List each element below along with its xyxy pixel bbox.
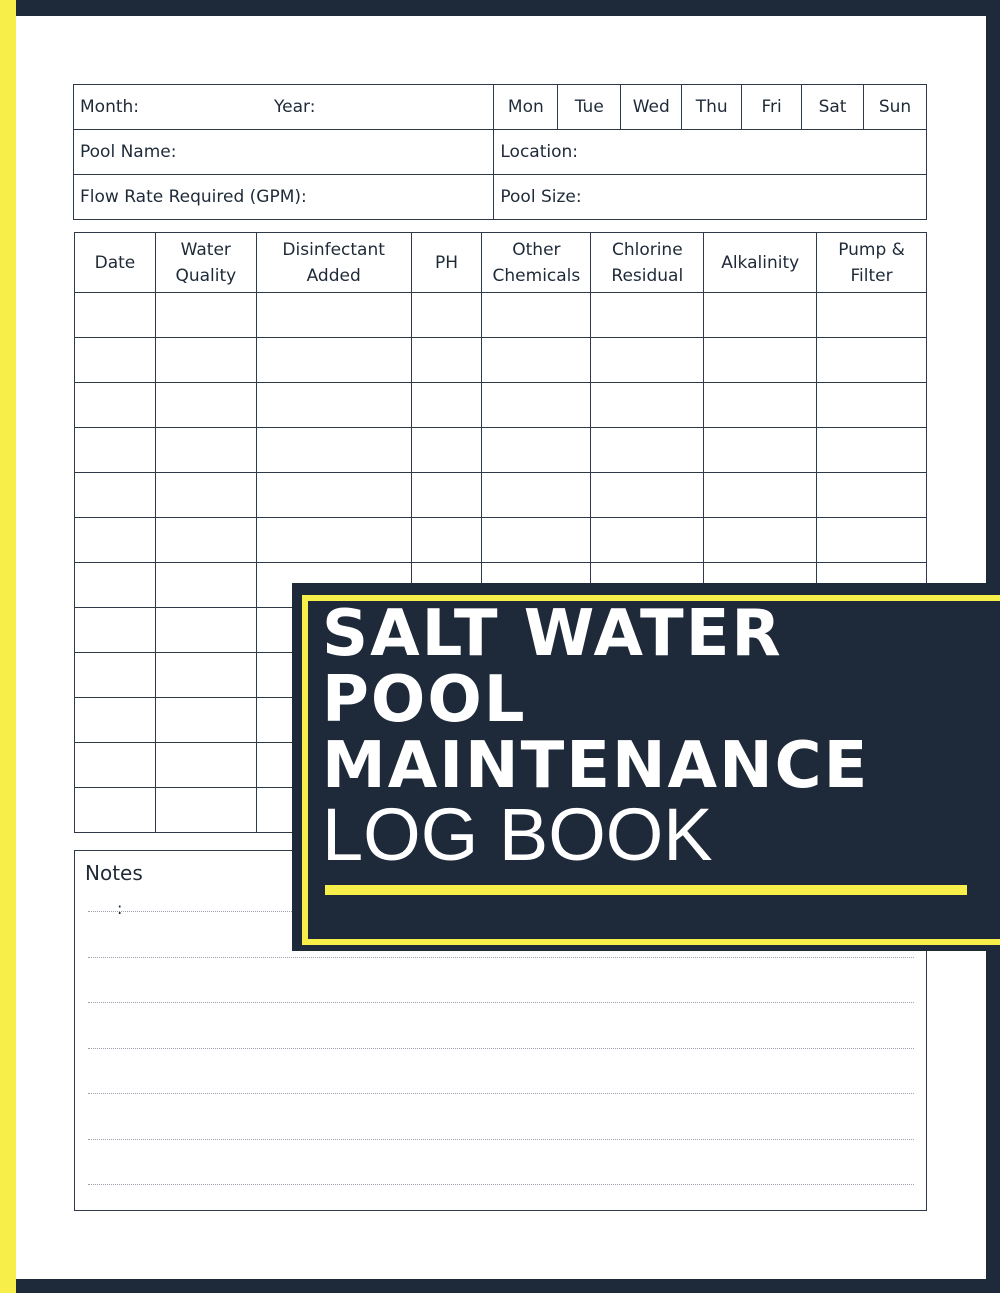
frame-bottom-bar: [0, 1279, 1000, 1293]
notes-colon: :: [117, 899, 123, 918]
log-cell[interactable]: [817, 338, 927, 383]
log-cell[interactable]: [75, 698, 156, 743]
pool-info-table: [73, 84, 927, 220]
notes-line[interactable]: [88, 957, 914, 958]
log-cell[interactable]: [591, 518, 704, 563]
flow-rate-field[interactable]: Flow Rate Required (GPM):: [74, 175, 494, 220]
column-header-chlorine-residual: Chlorine Residual: [591, 233, 704, 293]
cover-title-line-1: SALT WATER: [322, 597, 783, 671]
log-cell[interactable]: [75, 518, 156, 563]
log-cell[interactable]: [155, 743, 256, 788]
log-cell[interactable]: [75, 428, 156, 473]
log-cell[interactable]: [75, 788, 156, 833]
log-cell[interactable]: [482, 518, 591, 563]
pool-size-field[interactable]: Pool Size:: [494, 175, 927, 220]
notes-title: Notes: [85, 861, 143, 885]
table-row: [75, 293, 927, 338]
log-header-row: [75, 233, 927, 293]
log-cell[interactable]: [704, 338, 817, 383]
log-cell[interactable]: [411, 383, 482, 428]
log-cell[interactable]: [817, 518, 927, 563]
log-cell[interactable]: [704, 383, 817, 428]
log-cell[interactable]: [75, 293, 156, 338]
cover-title-line-2: POOL: [322, 663, 527, 737]
log-cell[interactable]: [155, 338, 256, 383]
log-cell[interactable]: [75, 383, 156, 428]
log-cell[interactable]: [155, 428, 256, 473]
day-fri[interactable]: Fri: [742, 85, 802, 130]
notes-line[interactable]: [88, 1048, 914, 1049]
log-cell[interactable]: [482, 293, 591, 338]
day-wed[interactable]: Wed: [621, 85, 682, 130]
cover-title-banner: [292, 583, 1000, 951]
log-cell[interactable]: [411, 338, 482, 383]
day-sun[interactable]: Sun: [864, 85, 927, 130]
log-cell[interactable]: [817, 428, 927, 473]
log-cell[interactable]: [817, 383, 927, 428]
cover-underline: [325, 885, 967, 895]
table-row: [75, 518, 927, 563]
cover-title: [322, 597, 870, 876]
year-label: Year:: [274, 97, 316, 117]
table-row: [75, 383, 927, 428]
column-header-date: Date: [75, 233, 156, 293]
cover-title-line-3: MAINTENANCE: [322, 729, 870, 803]
log-cell[interactable]: [155, 293, 256, 338]
log-cell[interactable]: [75, 563, 156, 608]
log-cell[interactable]: [482, 383, 591, 428]
log-cell[interactable]: [411, 428, 482, 473]
day-mon[interactable]: Mon: [494, 85, 558, 130]
log-cell[interactable]: [256, 293, 411, 338]
log-cell[interactable]: [155, 563, 256, 608]
day-sat[interactable]: Sat: [802, 85, 864, 130]
log-cell[interactable]: [704, 473, 817, 518]
log-cell[interactable]: [591, 473, 704, 518]
log-cell[interactable]: [256, 338, 411, 383]
column-header-water-quality: Water Quality: [155, 233, 256, 293]
log-cell[interactable]: [704, 518, 817, 563]
notes-line[interactable]: [88, 1093, 914, 1094]
log-cell[interactable]: [817, 293, 927, 338]
month-label: Month:: [80, 97, 140, 117]
notes-line[interactable]: [88, 1002, 914, 1003]
column-header-pump-filter: Pump & Filter: [817, 233, 927, 293]
column-header-disinfectant-added: Disinfectant Added: [256, 233, 411, 293]
frame-left-accent: [0, 0, 16, 1293]
log-cell[interactable]: [256, 518, 411, 563]
table-row: [75, 338, 927, 383]
log-cell[interactable]: [155, 788, 256, 833]
log-cell[interactable]: [75, 653, 156, 698]
column-header-other-chemicals: Other Chemicals: [482, 233, 591, 293]
month-year-cell[interactable]: [74, 85, 494, 130]
log-cell[interactable]: [411, 293, 482, 338]
day-tue[interactable]: Tue: [558, 85, 621, 130]
log-cell[interactable]: [591, 428, 704, 473]
pool-name-field[interactable]: Pool Name:: [74, 130, 494, 175]
log-cell[interactable]: [75, 608, 156, 653]
log-cell[interactable]: [591, 383, 704, 428]
table-row: [75, 473, 927, 518]
log-cell[interactable]: [817, 473, 927, 518]
frame-top-bar: [0, 0, 1000, 16]
log-cell[interactable]: [75, 338, 156, 383]
log-cell[interactable]: [155, 698, 256, 743]
log-cell[interactable]: [482, 338, 591, 383]
log-cell[interactable]: [256, 473, 411, 518]
log-cell[interactable]: [155, 608, 256, 653]
location-field[interactable]: Location:: [494, 130, 927, 175]
notes-line[interactable]: [88, 1184, 914, 1185]
log-cell[interactable]: [411, 473, 482, 518]
log-cell[interactable]: [411, 518, 482, 563]
log-cell[interactable]: [155, 473, 256, 518]
day-thu[interactable]: Thu: [682, 85, 742, 130]
log-cell[interactable]: [155, 518, 256, 563]
log-cell[interactable]: [256, 428, 411, 473]
log-cell[interactable]: [155, 653, 256, 698]
table-row: [75, 428, 927, 473]
notes-line[interactable]: [88, 1139, 914, 1140]
log-cell[interactable]: [75, 473, 156, 518]
column-header-alkalinity: Alkalinity: [704, 233, 817, 293]
log-cell[interactable]: [704, 428, 817, 473]
log-cell[interactable]: [704, 293, 817, 338]
cover-title-line-4: LOG BOOK: [322, 793, 713, 876]
log-cell[interactable]: [591, 293, 704, 338]
log-cell[interactable]: [256, 383, 411, 428]
log-cell[interactable]: [75, 743, 156, 788]
column-header-ph: PH: [411, 233, 482, 293]
log-cell[interactable]: [591, 338, 704, 383]
log-cell[interactable]: [155, 383, 256, 428]
log-cell[interactable]: [482, 428, 591, 473]
log-cell[interactable]: [482, 473, 591, 518]
